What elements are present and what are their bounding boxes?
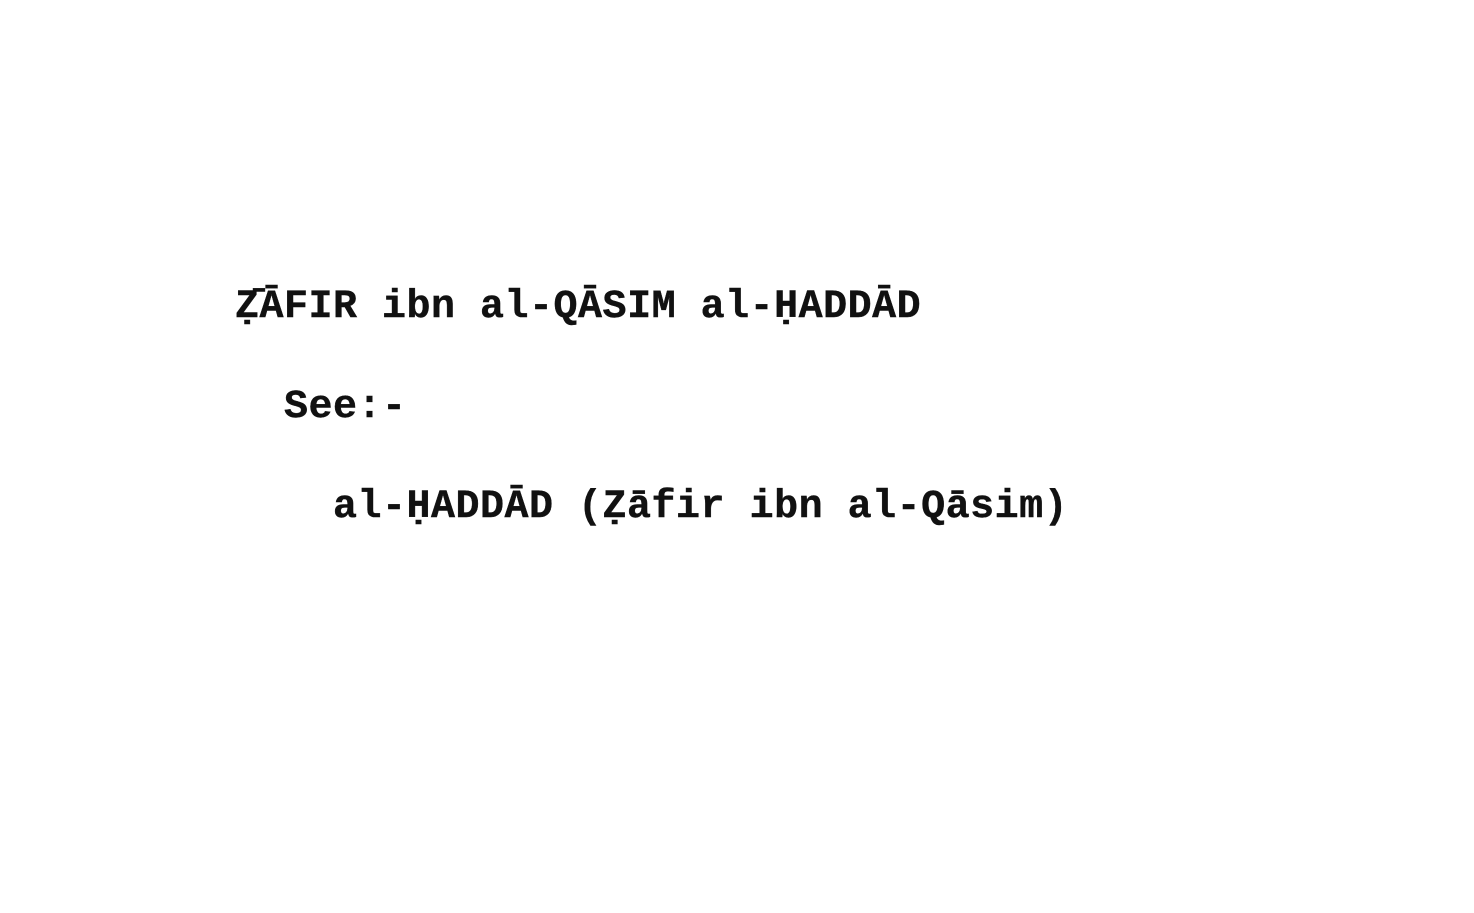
see-reference-label: See:- (284, 385, 407, 430)
entry-heading: Ẓ̄ĀFIR ibn al-QĀSIM al-ḤADDĀD (235, 285, 922, 330)
cross-reference-entry: al-ḤADDĀD (Ẓāfir ibn al-Qāsim) (333, 485, 1069, 530)
